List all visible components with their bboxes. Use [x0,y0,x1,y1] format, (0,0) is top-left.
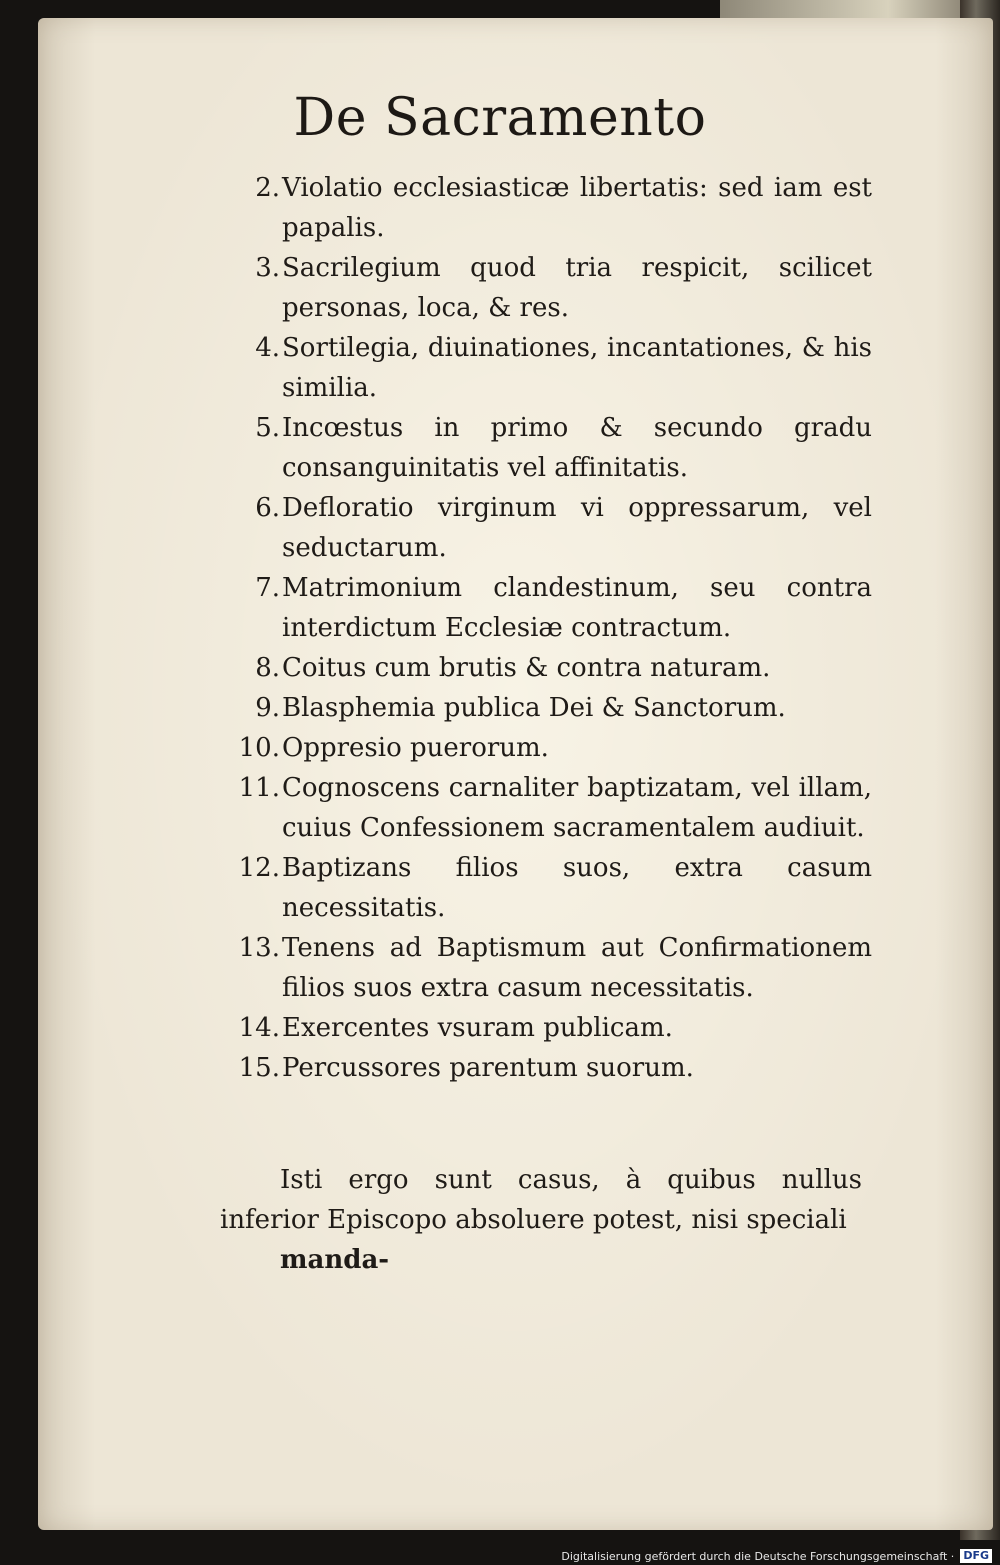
item-text: Cognoscens carnaliter baptizatam, vel illam, cuius Confessionem sacramentalem audiuit. [282,773,872,843]
closing-text: Isti ergo sunt casus, à quibus nullus inferior Episcopo absoluere potest, nisi speciali [220,1165,862,1235]
item-number: 13. [238,933,280,963]
dfg-logo-icon: DFG [960,1549,992,1563]
list-item [220,488,872,568]
item-text: Incœstus in primo & secundo gradu consanguinitatis vel affinitatis. [282,413,872,483]
item-text: Exercentes vsuram publicam. [282,1013,673,1043]
item-number: 14. [238,1013,280,1043]
catchword: manda- [280,1245,390,1275]
list-item [220,248,872,328]
item-number: 8. [255,653,280,683]
list-item [220,168,872,248]
item-text: Violatio ecclesiasticæ libertatis: sed iam est papalis. [282,173,872,243]
item-number: 10. [238,733,280,763]
list-item [220,768,872,848]
closing-paragraph [220,1160,862,1280]
list-item [220,1008,872,1048]
item-number: 6. [255,493,280,523]
case-list [220,168,872,1088]
list-item [220,848,872,928]
item-text: Defloratio virginum vi oppressarum, vel seductarum. [282,493,872,563]
page-heading: De Sacramento [293,88,707,148]
item-number: 7. [255,573,280,603]
item-text: Coitus cum brutis & contra naturam. [282,653,771,683]
list-item [220,328,872,408]
item-number: 5. [255,413,280,443]
list-item [220,688,872,728]
footer-text: Digitalisierung gefördert durch die Deutsche Forschungsgemeinschaft · [561,1549,955,1563]
list-item [220,408,872,488]
list-item [220,928,872,1008]
item-number: 12. [238,853,280,883]
item-text: Tenens ad Baptismum aut Confirmationem filios suos extra casum necessitatis. [282,933,872,1003]
item-number: 3. [255,253,280,283]
item-text: Oppresio puerorum. [282,733,549,763]
item-text: Sortilegia, diuinationes, incantationes, & his similia. [282,333,872,403]
list-item [220,648,872,688]
item-number: 15. [238,1053,280,1083]
list-item [220,1048,872,1088]
list-item [220,728,872,768]
list-item [220,568,872,648]
item-text: Baptizans filios suos, extra casum necessitatis. [282,853,872,923]
item-text: Matrimonium clandestinum, seu contra interdictum Ecclesiæ contractum. [282,573,872,643]
item-number: 4. [255,333,280,363]
item-number: 9. [255,693,280,723]
item-text: Blasphemia publica Dei & Sanctorum. [282,693,786,723]
digitization-footer [0,1549,992,1563]
item-number: 11. [238,773,280,803]
item-number: 2. [255,173,280,203]
item-text: Sacrilegium quod tria respicit, scilicet personas, loca, & res. [282,253,872,323]
item-text: Percussores parentum suorum. [282,1053,694,1083]
